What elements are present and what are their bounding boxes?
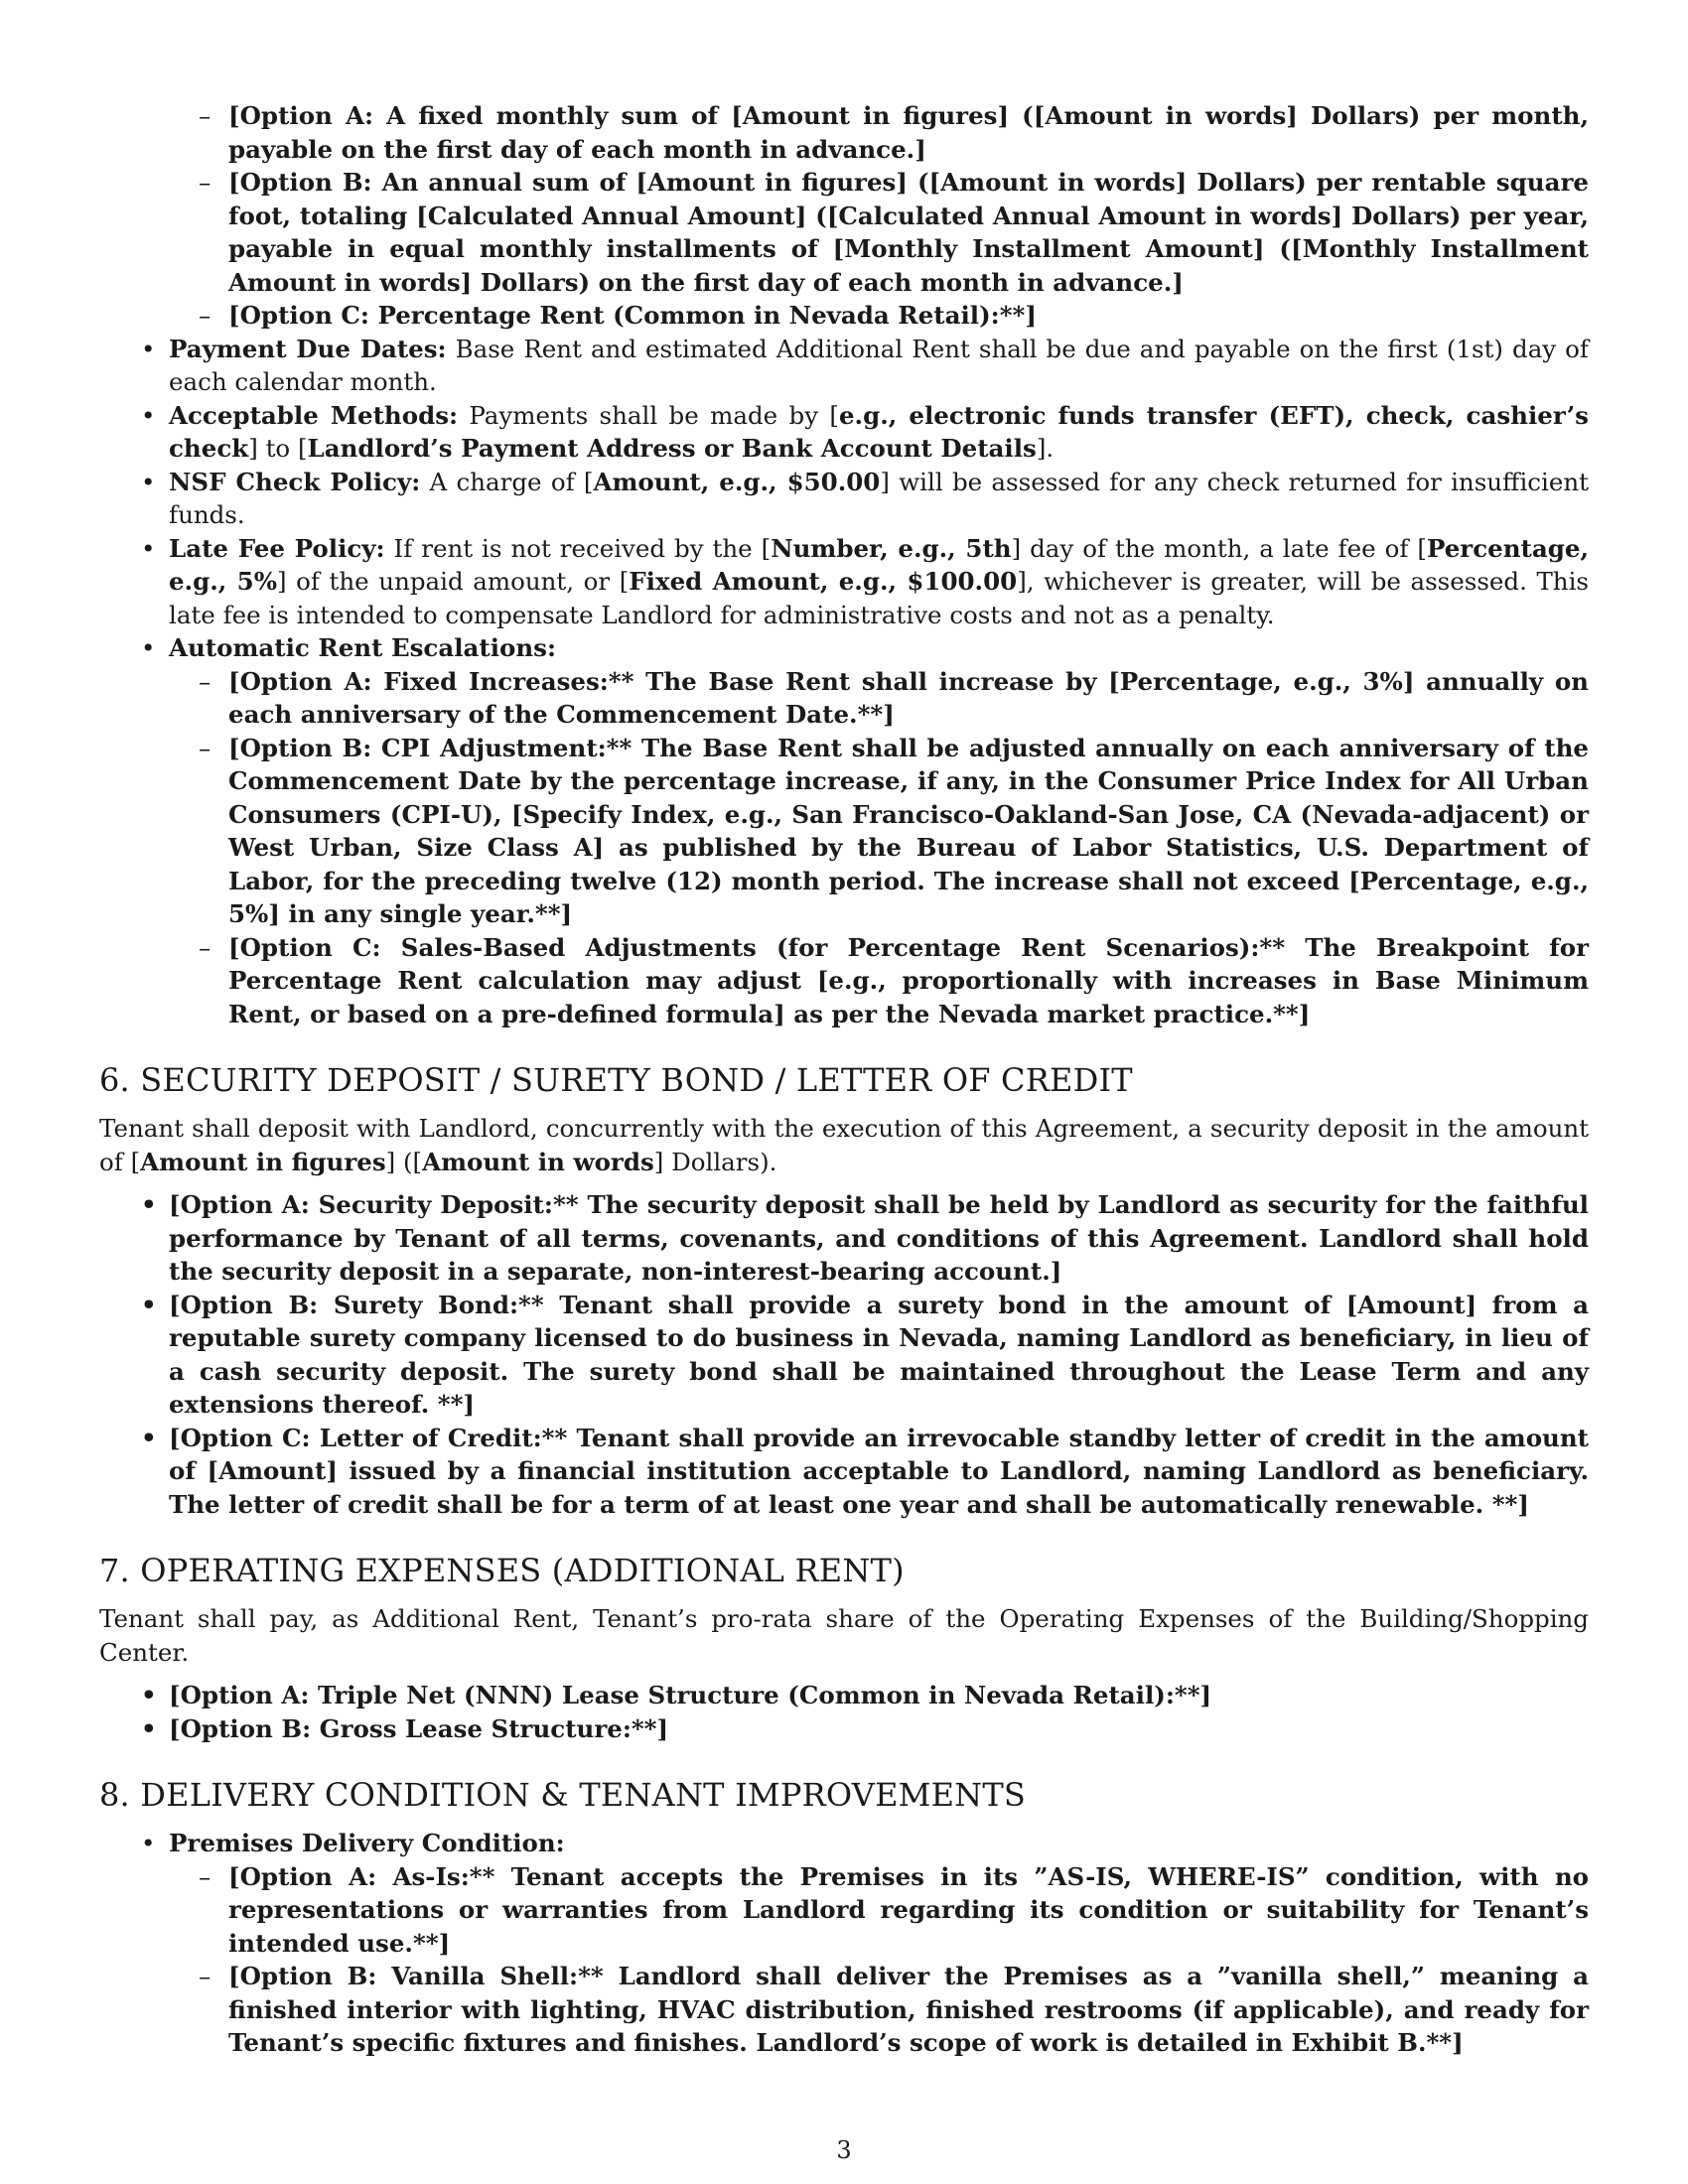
late-fee-item	[99, 532, 1589, 632]
s6-intro-text-3: ] Dollars).	[653, 1147, 777, 1176]
section-6-heading: 6. SECURITY DEPOSIT / SURETY BOND / LETTER OF CREDIT	[99, 1061, 1133, 1099]
delivery-condition-label: Premises Delivery Condition:	[169, 1829, 565, 1857]
escalation-options-list	[169, 665, 1589, 1031]
section-6-options-list	[99, 1188, 1589, 1521]
rent-option-a: – [Option A: A fixed monthly sum of [Amount in figures] ([Amount in words] Dollars) per month, payable on the first day of each month in advance.]	[99, 99, 1589, 166]
section-8-heading: 8. DELIVERY CONDITION & TENANT IMPROVEMENTS	[99, 1776, 1027, 1814]
section-7-options-list	[99, 1679, 1589, 1745]
section-7-heading: 7. OPERATING EXPENSES (ADDITIONAL RENT)	[99, 1552, 905, 1589]
rent-escalations-item	[99, 631, 1589, 1030]
s6-intro-bold-1: Amount in figures	[140, 1147, 386, 1176]
payment-due-item	[99, 333, 1589, 399]
acceptable-methods-item	[99, 399, 1589, 466]
methods-text-2: ] to [	[248, 434, 308, 463]
late-fee-text-4: ], whichever is greater, will be assessed. This late fee is intended to compensate Landlord for administrative costs and not as a penalty.	[169, 567, 1589, 629]
nsf-text-2: ] will be assessed for any check returned for insufficient funds.	[169, 467, 1589, 529]
rent-option-c: – [Option C: Percentage Rent (Common in Nevada Retail):**]	[99, 299, 1589, 333]
late-fee-text-2: ] day of the month, a late fee of [	[1011, 533, 1427, 563]
escalation-option-c: – [Option C: Sales-Based Adjustments (for Percentage Rent Scenarios):** The Breakpoint for Percentage Rent calculation may adjust [e.g., proportionally with increases in Base Minimum Rent, or based on a pre-defined formula] as per the Nevada market practice.**]	[169, 931, 1589, 1031]
payment-due-text: Base Rent and estimated Additional Rent shall be due and payable on the first (1st) day of each calendar month.	[169, 334, 1589, 396]
deposit-option-a: • [Option A: Security Deposit:** The security deposit shall be held by Landlord as security for the faithful performance by Tenant of all terms, covenants, and conditions of this Agreement. Landlord shall hold the security deposit in a separate, non-interest-bearing account.]	[99, 1188, 1589, 1289]
s6-intro-text-1: Tenant shall deposit with Landlord, concurrently with the execution of this Agreement, a security deposit in the amount of [	[99, 1114, 1589, 1176]
section-7-intro: Tenant shall pay, as Additional Rent, Tenant’s pro-rata share of the Operating Expenses of the Building/Shopping Center.	[99, 1604, 1589, 1667]
section-6-intro	[99, 1112, 1589, 1178]
methods-bold-2: Landlord’s Payment Address or Bank Account Details	[307, 434, 1037, 463]
nsf-bold-1: Amount, e.g., $50.00	[593, 467, 881, 496]
late-fee-text-1: If rent is not received by the [	[393, 533, 772, 563]
escalation-option-a: – [Option A: Fixed Increases:** The Base Rent shall increase by [Percentage, e.g., 3%] annually on each anniversary of the Commencement Date.**]	[169, 665, 1589, 732]
nsf-text-1: A charge of [	[429, 467, 594, 496]
page-number: 3	[836, 2136, 852, 2164]
section-8-list	[99, 1827, 1589, 2060]
deposit-option-b: • [Option B: Surety Bond:** Tenant shall provide a surety bond in the amount of [Amount] from a reputable surety company licensed to do business in Nevada, naming Landlord as beneficiary, in lieu of a cash security deposit. The surety bond shall be maintained throughout the Lease Term and any extensions thereof. **]	[99, 1289, 1589, 1422]
delivery-option-b: – [Option B: Vanilla Shell:** Landlord shall deliver the Premises as a ”vanilla shell,” meaning a finished interior with lighting, HVAC distribution, finished restrooms (if applicable), and ready for Tenant’s specific fixtures and finishes. Landlord’s scope of work is detailed in Exhibit B.**]	[169, 1960, 1589, 2060]
escalation-option-b: – [Option B: CPI Adjustment:** The Base Rent shall be adjusted annually on each anniversary of the Commencement Date by the percentage increase, if any, in the Consumer Price Index for All Urban Consumers (CPI-U), [Specify Index, e.g., San Francisco-Oakland-San Jose, CA (Nevada-adjacent) or West Urban, Size Class A] as published by the Bureau of Labor Statistics, U.S. Department of Labor, for the preceding twelve (12) month period. The increase shall not exceed [Percentage, e.g., 5%] in any single year.**]	[169, 732, 1589, 931]
lease-structure-option-b: • [Option B: Gross Lease Structure:**]	[99, 1712, 1589, 1746]
rent-options-list	[99, 99, 1589, 333]
s6-intro-bold-2: Amount in words	[422, 1147, 654, 1176]
late-fee-text-3: ] of the unpaid amount, or [	[276, 567, 630, 596]
delivery-condition-item	[99, 1827, 1589, 2060]
deposit-option-c: • [Option C: Letter of Credit:** Tenant shall provide an irrevocable standby letter of credit in the amount of [Amount] issued by a financial institution acceptable to Landlord, naming Landlord as beneficiary. The letter of credit shall be for a term of at least one year and shall be automatically renewable. **]	[99, 1422, 1589, 1522]
s6-intro-text-2: ] ([	[385, 1147, 423, 1176]
delivery-option-a: – [Option A: As-Is:** Tenant accepts the Premises in its ”AS-IS, WHERE-IS” condition, with no representations or warranties from Landlord regarding its condition or suitability for Tenant’s intended use.**]	[169, 1860, 1589, 1961]
document-page	[99, 99, 1589, 2060]
rent-option-b: – [Option B: An annual sum of [Amount in figures] ([Amount in words] Dollars) per rentable square foot, totaling [Calculated Annual Amount] ([Calculated Annual Amount in words] Dollars) per year, payable in equal monthly installments of [Monthly Installment Amount] ([Monthly Installment Amount in words] Dollars) on the first day of each month in advance.]	[99, 166, 1589, 299]
escalations-label: Automatic Rent Escalations:	[169, 633, 557, 662]
payment-due-label: Payment Due Dates:	[169, 334, 447, 363]
lease-structure-option-a: • [Option A: Triple Net (NNN) Lease Structure (Common in Nevada Retail):**]	[99, 1679, 1589, 1712]
methods-bold-1: e.g., electronic funds transfer (EFT), check, cashier’s check	[169, 400, 1589, 463]
late-fee-label: Late Fee Policy:	[169, 533, 385, 563]
delivery-options-list	[169, 1860, 1589, 2060]
late-fee-bold-2: Percentage, e.g., 5%	[169, 533, 1589, 596]
methods-text-3: ].	[1036, 434, 1055, 463]
late-fee-bold-3: Fixed Amount, e.g., $100.00	[629, 567, 1018, 596]
methods-label: Acceptable Methods:	[169, 400, 459, 430]
late-fee-bold-1: Number, e.g., 5th	[771, 533, 1012, 563]
methods-text-1: Payments shall be made by [	[469, 400, 839, 430]
nsf-label: NSF Check Policy:	[169, 467, 421, 496]
rent-terms-list	[99, 333, 1589, 1031]
nsf-policy-item	[99, 466, 1589, 532]
